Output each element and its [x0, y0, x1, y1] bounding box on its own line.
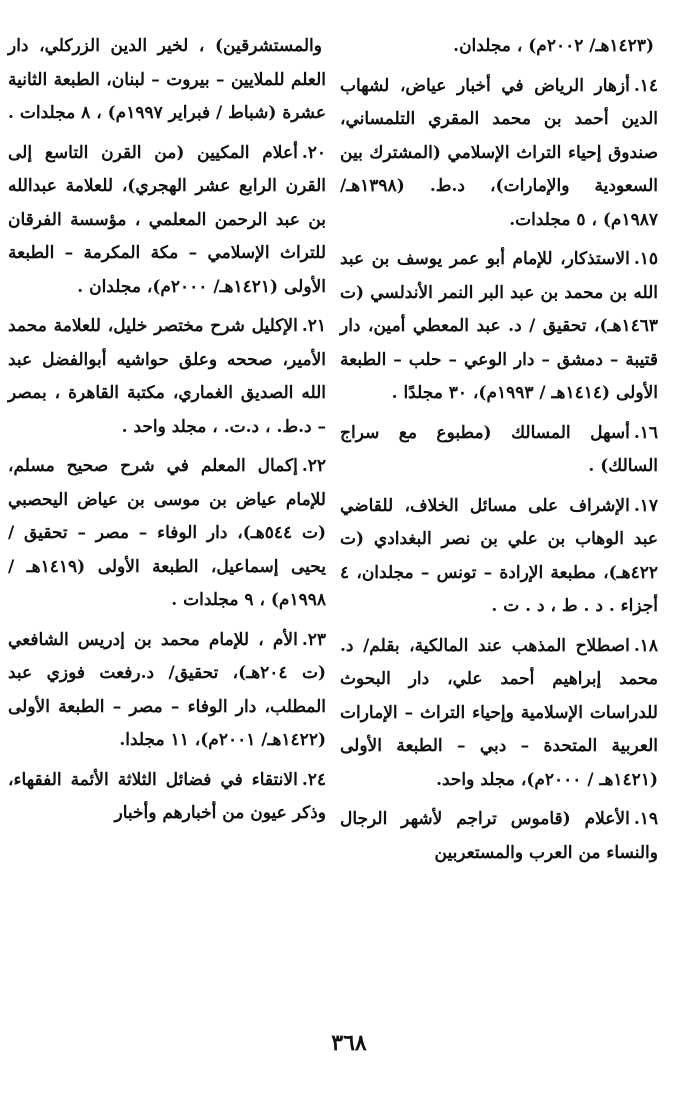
bibliography-entry: [8, 30, 326, 131]
entry-number: ٢٠.: [301, 142, 326, 163]
entry-number: ٢٣.: [301, 629, 326, 650]
entry-text: الأعلام (قاموس تراجم لأشهر الرجال والنساء من العرب والمستعربين: [340, 809, 658, 863]
bibliography-entry: [340, 30, 658, 64]
entry-text: الأم ، للإمام محمد بن إدريس الشافعي (ت ٢٠٤هـ)، تحقيق/ د.رفعت فوزي عبد المطلب، دار الوفاء – مصر – الطبعة الأولى (١٤٢٢هـ/ ٢٠٠١م)، ١١ مجلدا.: [8, 629, 327, 750]
entry-number: ١٤.: [633, 75, 658, 96]
bibliography-entry: [8, 624, 326, 758]
bibliography-entry: [340, 417, 658, 484]
entry-text: أزهار الرياض في أخبار عياض، لشهاب الدين أحمد بن محمد المقري التلمساني، صندوق إحياء التراث الإسلامي (المشترك بين السعودية والإمارات)، د.ط. (١٣٩٨هـ/ ١٩٨٧م) ، ٥ مجلدات.: [340, 75, 658, 230]
entry-number: ١٩.: [633, 809, 658, 829]
entry-text: إكمال المعلم في شرح صحيح مسلم، للإمام عياض بن موسى بن عياض اليحصبي (ت ٥٤٤هـ)، دار الوفاء – مصر – تحقيق / يحيى إسماعيل، الطبعة الأولى (١٤١٩هـ / ١٩٩٨م) ، ٩ مجلدات .: [8, 456, 326, 610]
bibliography-entry: [8, 450, 326, 618]
bibliography-entry: [8, 310, 326, 444]
entry-text: أعلام المكيين (من القرن التاسع إلى القرن الرابع عشر الهجري)، للعلامة عبدالله بن عبد الرحمن المعلمي ، مؤسسة الفرقان للتراث الإسلامي – مكة المكرمة – الطبعة الأولى (١٤٢١هـ/ ٢٠٠٠م)، مجلدان .: [8, 142, 326, 297]
entry-text: الإشراف على مسائل الخلاف، للقاضي عبد الوهاب بن علي بن نصر البغدادي (ت ٤٢٢هـ)، مطبعة الإرادة – تونس – مجلدان، ٤ أجزاء . د . ط ، د . ت .: [340, 495, 658, 616]
page-number: ٣٦٨: [331, 1030, 367, 1056]
bibliography-entry: [340, 803, 658, 870]
entry-number: ٢٤.: [301, 769, 326, 790]
bibliography-entry: [8, 137, 326, 305]
bibliography-entry: [340, 490, 658, 624]
entry-text: أسهل المسالك (مطبوع مع سراج السالك) .: [340, 422, 658, 476]
entry-text: الإكليل شرح مختصر خليل، للعلامة محمد الأمير، صححه وعلق حواشيه أبوالفضل عبد الله الصديق الغماري، مكتبة القاهرة ، بمصر – د.ط. ، د.ت. ، مجلد واحد .: [8, 316, 326, 437]
entry-number: ١٥.: [633, 249, 658, 269]
entry-text: والمستشرقين) ، لخير الدين الزركلي، دار العلم للملايين – بيروت – لبنان، الطبعة الثانية عشرة (شباط / فبراير ١٩٩٧م) ، ٨ مجلدات .: [8, 36, 326, 123]
bibliography-entry: [340, 630, 658, 798]
bibliography-entry: [8, 764, 326, 831]
entry-text: الاستذكار، للإمام أبو عمر يوسف بن عبد الله بن محمد بن عبد البر النمر الأندلسي (ت ١٤٦٣هـ)، تحقيق / د. عبد المعطي أمين، دار قتيبة – دمشق – دار الوعي – حلب – الطبعة الأولى (١٤١٤هـ / ١٩٩٣م)، ٣٠ مجلدًا .: [340, 249, 658, 403]
bibliography-entry: [340, 243, 658, 411]
left-column: [8, 30, 326, 837]
entry-number: ٢٢.: [301, 456, 326, 476]
entry-number: ٢١.: [301, 316, 326, 336]
right-column: [340, 30, 658, 876]
entry-number: ١٦.: [633, 422, 658, 443]
entry-text: (١٤٢٣هـ/ ٢٠٠٢م) ، مجلدان.: [453, 36, 654, 56]
bibliography-entry: [340, 70, 658, 238]
entry-number: ١٨.: [633, 635, 658, 656]
entry-text: اصطلاح المذهب عند المالكية، بقلم/ د. محمد إبراهيم أحمد علي، دار البحوث للدراسات الإسلامية وإحياء التراث – الإمارات العربية المتحدة – دبي – الطبعة الأولى (١٤٢١هـ / ٢٠٠٠م)، مجلد واحد.: [340, 635, 658, 790]
entry-text: الانتقاء في فضائل الثلاثة الأئمة الفقهاء، وذكر عيون من أخبارهم وأخبار: [8, 769, 326, 823]
entry-number: ١٧.: [633, 495, 658, 516]
